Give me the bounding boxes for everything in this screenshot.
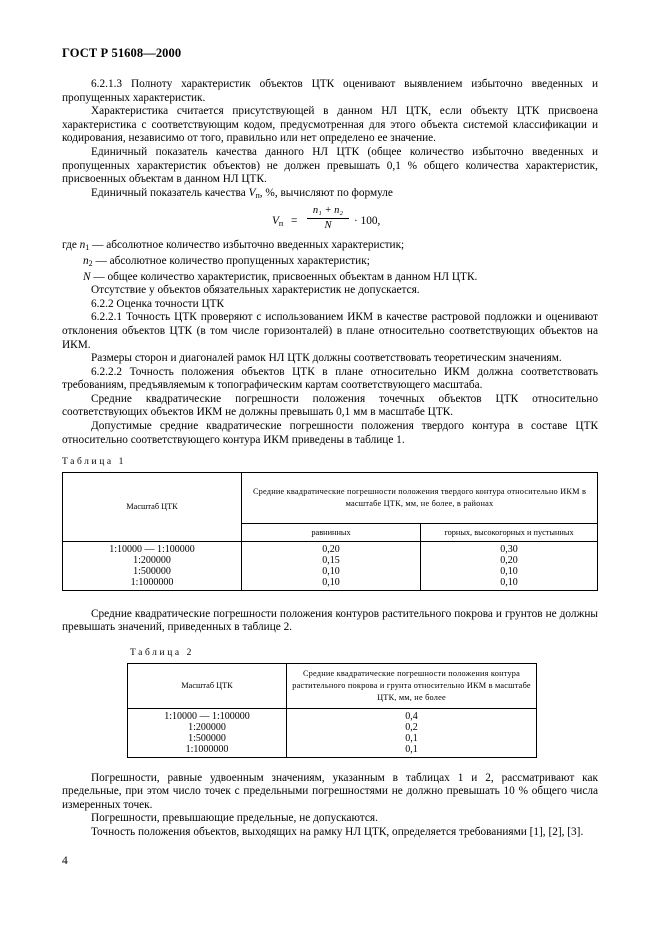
table2-scale-cell: 1:10000 — 1:100000 1:200000 1:500000 1:1000000 — [128, 708, 287, 757]
paragraph: Погрешности, превышающие предельные, не допускаются. — [91, 812, 378, 825]
table1-caption: Таблица 1 — [62, 457, 127, 468]
section-heading: 6.2.2 Оценка точности ЦТК — [91, 297, 225, 310]
table1-header-scale: Масштаб ЦТК — [63, 472, 242, 541]
formula-denominator: N — [324, 220, 332, 232]
quality-formula — [62, 205, 598, 235]
paragraph: Характеристика считается присутствующей в данном НЛ ЦТК, если объекту ЦТК присвоена характеристика с соответствующим кодом, предусмотренная для этого объекта системой классификации и кодирования, независимо от того, правильно или нет определено ее значение. — [62, 105, 598, 145]
table2-header-value: Средние квадратические погрешности положения контура растительного покрова и грунта относительно ИКМ в масштабе ЦТК, мм, не более — [287, 663, 537, 708]
definition-n2: $n_2$ — абсолютное количество пропущенных характеристик; — [83, 254, 370, 268]
table1-scale-cell: 1:10000 — 1:100000 1:200000 1:500000 1:1000000 — [63, 541, 242, 590]
definition-n1: где $n_1$ — абсолютное количество избыточно введенных характеристик; — [62, 239, 405, 253]
table1-plain-cell: 0,20 0,15 0,10 0,10 — [242, 541, 421, 590]
table2-caption: Таблица 2 — [130, 648, 195, 659]
formula-fraction — [307, 205, 349, 232]
paragraph: Допустимые средние квадратические погрешности положения твердого контура в составе ЦТК относительно соответствующего контура ИКМ приведены в таблице 1. — [62, 420, 598, 446]
paragraph: Точность положения объектов, выходящих на рамку НЛ ЦТК, определяется требованиями [1], [2], [3]. — [91, 826, 584, 838]
formula-equals: = — [291, 215, 298, 228]
definition-N: N — общее количество характеристик, присвоенных объектам в данном НЛ ЦТК. — [83, 270, 478, 283]
paragraph: 6.2.2.2 Точность положения объектов ЦТК в плане относительно ИКМ должна соответствовать требованиям, предъявляемым к топографическим картам соответствующего масштаба. — [62, 365, 598, 392]
table-2 — [127, 663, 537, 758]
paragraph: Средние квадратические погрешности положения точечных объектов ЦТК относительно соответствующих объектов ИКМ не должны превышать 0,1 мм в масштабе ЦТК. — [62, 392, 598, 419]
formula-lhs: Vп — [272, 215, 284, 229]
paragraph: Погрешности, равные удвоенным значениям, указанным в таблицах 1 и 2, рассматривают как предельные, при этом число точек с предельными погрешностями не должно превышать 10 % общего числа измеренных точек. — [62, 771, 598, 811]
paragraph: 6.2.2.1 Точность ЦТК проверяют с использованием ИКМ в качестве растровой подложки и оценивают отклонения объектов ЦТК (в том числе горизонталей) в плане относительно соответствующих объектов на ИКМ. — [62, 311, 598, 351]
table-1 — [62, 472, 598, 591]
table2-value-cell: 0,4 0,2 0,1 0,1 — [287, 708, 537, 757]
paragraph: Единичный показатель качества данного НЛ ЦТК (общее количество избыточно введенных и пропущенных характеристик объектов) не должен превышать 0,1 % общего количества характеристик, присвоенных объектам в данном НЛ ЦТК. — [62, 145, 598, 186]
formula-intro-text-end: , %, вычисляют по формуле — [259, 186, 393, 199]
formula-intro-text: Единичный показатель качества — [91, 186, 249, 199]
table1-mountain-cell: 0,30 0,20 0,10 0,10 — [421, 541, 598, 590]
table2-header-scale: Масштаб ЦТК — [128, 663, 287, 708]
table1-header-plain: равнинных — [242, 523, 421, 541]
paragraph: Размеры сторон и диагоналей рамок НЛ ЦТК должны соответствовать теоретическим значениям. — [91, 352, 562, 365]
table1-header-group: Средние квадратические погрешности положения твердого контура относительно ИКМ в масштабе ЦТК, мм, не более, в районах — [242, 472, 598, 523]
formula-numerator: n₁ + n₂ — [312, 205, 344, 217]
paragraph: Отсутствие у объектов обязательных характеристик не допускается. — [91, 284, 420, 297]
standard-header: ГОСТ Р 51608—2000 — [62, 46, 182, 60]
page-number: 4 — [62, 855, 68, 867]
paragraph: 6.2.1.3 Полноту характеристик объектов ЦТК оценивают выявлением избыточно введенных и пропущенных характеристик. — [62, 78, 598, 104]
formula-intro-var: V — [248, 186, 256, 199]
table1-header-mountain: горных, высокогорных и пустынных — [421, 523, 598, 541]
fraction-bar — [307, 218, 349, 219]
document-body — [62, 78, 598, 840]
formula-intro — [62, 187, 598, 203]
paragraph: Средние квадратические погрешности положения контуров растительного покрова и грунтов не должны превышать значений, приведенных в таблице 2. — [62, 607, 598, 634]
formula-intro-sub: п — [255, 190, 260, 200]
formula-tail: · 100, — [354, 215, 381, 228]
